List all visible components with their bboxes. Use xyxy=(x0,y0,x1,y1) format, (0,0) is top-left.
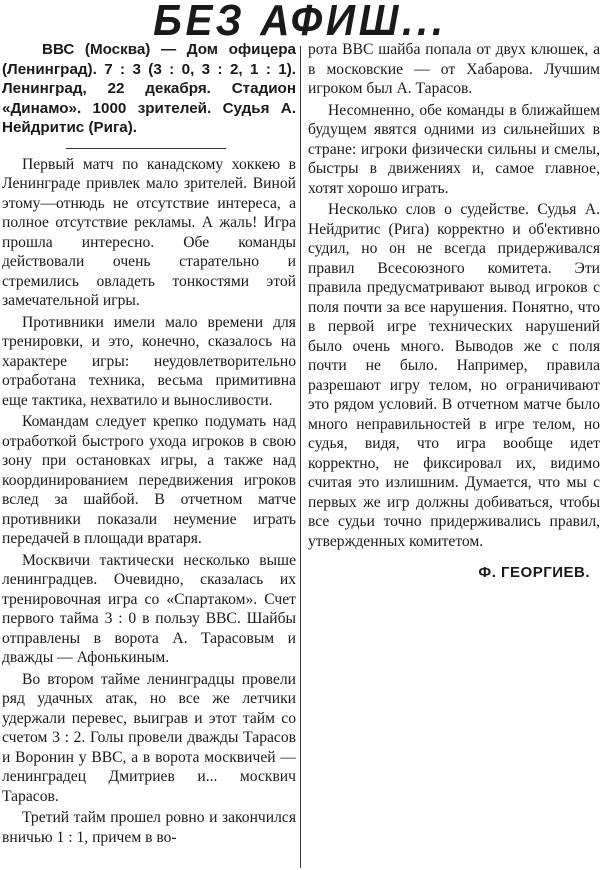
match-summary: ВВС (Москва) — Дом офицера (Ленинград). 7 : 3 (3 : 0, 3 : 2, 1 : 1). Ленинград, 22 декабря. Стадион «Динамо». 1000 зрителей. Судья А. Нейдритис (Рига). xyxy=(2,41,296,137)
paragraph: Первый матч по канадскому хоккею в Ленинграде привлек мало зрителей. Виной этому—отнюдь не отсутствие интереса, а полное отсутствие рекламы. А жаль! Игра прошла интересно. Обе команды действовали очень старательно и стремились овладеть тонкостями этой замечательной игры. xyxy=(2,155,296,310)
paragraph: Противники имели мало времени для тренировки, и это, конечно, сказалось на характере игры: неудовлетворительно отработана техника, весьма примитивна еще тактика, нехватило и выносливости. xyxy=(2,313,296,409)
author-signature: Ф. ГЕОРГИЕВ. xyxy=(478,564,590,581)
paragraph: Во втором тайме ленинградцы провели ряд удачных атак, но все же летчики удержали перевес, выиграв и этот тайм со счетом 3 : 2. Голы провели дважды Тарасов и Воронин у ВВС, а в ворота москвичей — ленинградец Дмитриев и... москвич Тарасов. xyxy=(2,670,296,805)
right-column xyxy=(308,40,600,583)
paragraph: Несколько слов о судействе. Судья А. Нейдритис (Рига) корректно и об'ективно судил, но он не всегда придерживался правил Всесоюзного комитета. Эти правила предусматривают вывод игроков с поля почти за все нарушения. Понятно, что в первой игре технических нарушений было очень много. Выводов же с поля почти не было. Например, правила разрешают игру телом, но ограничивают это рядом условий. В отчетном матче было много неправильностей в игре телом, но судья, видя, что игра вообще идет корректно, не фиксировал их, видимо считая это излишним. Думается, что мы с первых же игр должны добиваться, чтобы все судьи точно придерживались правил, утвержденных комитетом. xyxy=(308,201,600,550)
paragraph: Третий тайм прошел ровно и закончился вничью 1 : 1, причем в во- xyxy=(2,809,296,846)
paragraph: Несомненно, обе команды в ближайшем будущем явятся одними из сильнейших в стране: игроки физически сильны и смелы, быстры в движениях и, самое главное, хотят хорошо играть. xyxy=(308,101,600,197)
paragraph: рота ВВС шайба попала от двух клюшек, а в московские — от Хабарова. Лучшим игроком был А. Тарасов. xyxy=(308,41,600,97)
paragraph: Командам следует крепко подумать над отработкой быстрого ухода игроков в свою зону при остановках игры, а также над координированием передвижения игроков вслед за шайбой. В отчетном матче противники показали неумение играть передачей в площади вратаря. xyxy=(2,413,296,548)
divider xyxy=(66,148,226,149)
paragraph: Москвичи тактически несколько выше ленинградцев. Очевидно, сказалась их тренировочная игра со «Спартаком». Счет первого тайма 3 : 0 в пользу ВВС. Шайбы отправлены в ворота А. Тарасовым и дважды — Афонькиным. xyxy=(2,551,296,667)
left-column xyxy=(2,40,296,847)
column-divider xyxy=(300,46,301,868)
headline: БЕЗ АФИШ... xyxy=(153,0,447,45)
